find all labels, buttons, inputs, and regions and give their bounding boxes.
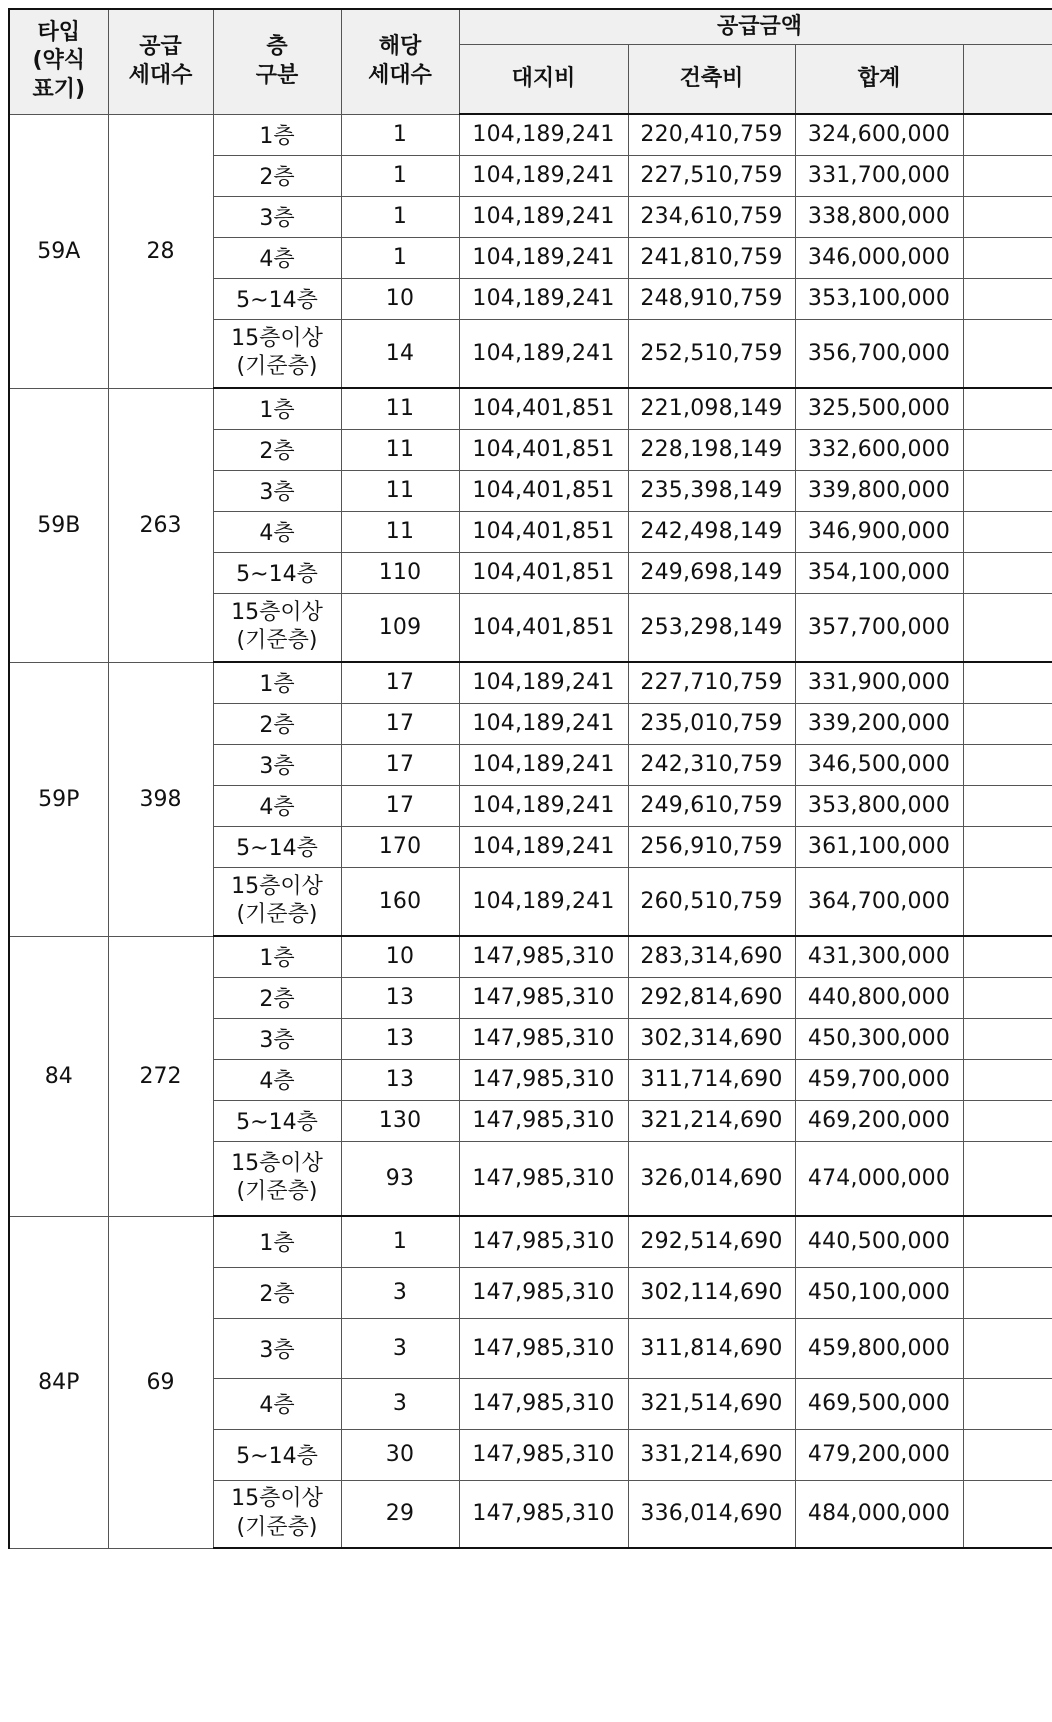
overflow-cell: [963, 237, 1052, 278]
units-cell: 17: [341, 703, 459, 744]
building-cost-cell: 235,398,149: [628, 470, 795, 511]
header-units: 해당 세대수: [341, 9, 459, 114]
land-cost-cell: 147,985,310: [459, 1100, 628, 1141]
building-cost-cell: 241,810,759: [628, 237, 795, 278]
overflow-cell: [963, 826, 1052, 867]
total-cell: 474,000,000: [795, 1141, 963, 1216]
units-cell: 13: [341, 977, 459, 1018]
building-cost-cell: 249,698,149: [628, 552, 795, 593]
total-cell: 450,100,000: [795, 1267, 963, 1318]
units-cell: 17: [341, 662, 459, 703]
floor-cell: 1층: [213, 936, 341, 977]
units-cell: 109: [341, 593, 459, 662]
building-cost-cell: 252,510,759: [628, 319, 795, 388]
building-cost-cell: 228,198,149: [628, 429, 795, 470]
building-cost-cell: 221,098,149: [628, 388, 795, 429]
units-cell: 3: [341, 1378, 459, 1429]
overflow-cell: [963, 1100, 1052, 1141]
floor-cell: 1층: [213, 662, 341, 703]
overflow-cell: [963, 1059, 1052, 1100]
floor-cell: 5~14층: [213, 278, 341, 319]
floor-cell: 2층: [213, 1267, 341, 1318]
units-cell: 110: [341, 552, 459, 593]
total-cell: 346,900,000: [795, 511, 963, 552]
floor-cell: 2층: [213, 155, 341, 196]
building-cost-cell: 256,910,759: [628, 826, 795, 867]
land-cost-cell: 104,189,241: [459, 703, 628, 744]
total-cell: 440,500,000: [795, 1216, 963, 1267]
overflow-cell: [963, 319, 1052, 388]
floor-cell: 3층: [213, 196, 341, 237]
overflow-cell: [963, 977, 1052, 1018]
floor-cell: 2층: [213, 977, 341, 1018]
table-row: [9, 114, 1052, 155]
building-cost-cell: 242,310,759: [628, 744, 795, 785]
total-cell: 431,300,000: [795, 936, 963, 977]
units-cell: 3: [341, 1318, 459, 1378]
header-land-cost: 대지비: [459, 44, 628, 114]
land-cost-cell: 104,189,241: [459, 785, 628, 826]
units-cell: 3: [341, 1267, 459, 1318]
table-row: [9, 388, 1052, 429]
overflow-cell: [963, 196, 1052, 237]
overflow-cell: [963, 1318, 1052, 1378]
land-cost-cell: 104,401,851: [459, 511, 628, 552]
building-cost-cell: 220,410,759: [628, 114, 795, 155]
total-cell: 338,800,000: [795, 196, 963, 237]
land-cost-cell: 147,985,310: [459, 1429, 628, 1480]
total-cell: 353,100,000: [795, 278, 963, 319]
overflow-cell: [963, 662, 1052, 703]
floor-cell: 4층: [213, 1059, 341, 1100]
land-cost-cell: 147,985,310: [459, 977, 628, 1018]
units-cell: 10: [341, 278, 459, 319]
units-cell: 11: [341, 511, 459, 552]
building-cost-cell: 321,214,690: [628, 1100, 795, 1141]
building-cost-cell: 253,298,149: [628, 593, 795, 662]
land-cost-cell: 104,189,241: [459, 867, 628, 936]
floor-cell: 15층이상 (기준층): [213, 867, 341, 936]
type-cell: 84: [9, 936, 108, 1216]
header-supply-households: 공급 세대수: [108, 9, 213, 114]
supply-households-cell: 398: [108, 662, 213, 936]
overflow-cell: [963, 936, 1052, 977]
units-cell: 93: [341, 1141, 459, 1216]
units-cell: 29: [341, 1480, 459, 1548]
units-cell: 10: [341, 936, 459, 977]
floor-cell: 3층: [213, 470, 341, 511]
total-cell: 346,500,000: [795, 744, 963, 785]
total-cell: 459,800,000: [795, 1318, 963, 1378]
total-cell: 450,300,000: [795, 1018, 963, 1059]
land-cost-cell: 147,985,310: [459, 1267, 628, 1318]
total-cell: 364,700,000: [795, 867, 963, 936]
building-cost-cell: 248,910,759: [628, 278, 795, 319]
table-row: [9, 1216, 1052, 1267]
land-cost-cell: 147,985,310: [459, 1141, 628, 1216]
table-body: [9, 114, 1052, 1548]
land-cost-cell: 147,985,310: [459, 1216, 628, 1267]
supply-households-cell: 28: [108, 114, 213, 388]
overflow-cell: [963, 1018, 1052, 1059]
total-cell: 331,900,000: [795, 662, 963, 703]
floor-cell: 4층: [213, 511, 341, 552]
table-row: [9, 936, 1052, 977]
land-cost-cell: 147,985,310: [459, 1480, 628, 1548]
floor-cell: 5~14층: [213, 552, 341, 593]
table-header: [9, 9, 1052, 114]
total-cell: 479,200,000: [795, 1429, 963, 1480]
floor-cell: 2층: [213, 429, 341, 470]
floor-cell: 3층: [213, 1318, 341, 1378]
units-cell: 13: [341, 1059, 459, 1100]
table-row: [9, 662, 1052, 703]
type-cell: 59A: [9, 114, 108, 388]
floor-cell: 1층: [213, 1216, 341, 1267]
floor-cell: 5~14층: [213, 1429, 341, 1480]
total-cell: 469,200,000: [795, 1100, 963, 1141]
overflow-cell: [963, 388, 1052, 429]
units-cell: 14: [341, 319, 459, 388]
header-floor: 층 구분: [213, 9, 341, 114]
building-cost-cell: 227,510,759: [628, 155, 795, 196]
land-cost-cell: 104,189,241: [459, 319, 628, 388]
overflow-cell: [963, 278, 1052, 319]
overflow-cell: [963, 867, 1052, 936]
total-cell: 331,700,000: [795, 155, 963, 196]
total-cell: 440,800,000: [795, 977, 963, 1018]
building-cost-cell: 283,314,690: [628, 936, 795, 977]
supply-households-cell: 69: [108, 1216, 213, 1548]
floor-cell: 5~14층: [213, 826, 341, 867]
building-cost-cell: 292,814,690: [628, 977, 795, 1018]
overflow-cell: [963, 429, 1052, 470]
units-cell: 17: [341, 785, 459, 826]
type-cell: 59B: [9, 388, 108, 662]
units-cell: 11: [341, 429, 459, 470]
total-cell: 357,700,000: [795, 593, 963, 662]
land-cost-cell: 104,189,241: [459, 237, 628, 278]
units-cell: 170: [341, 826, 459, 867]
header-total: 합계: [795, 44, 963, 114]
land-cost-cell: 104,189,241: [459, 196, 628, 237]
building-cost-cell: 234,610,759: [628, 196, 795, 237]
total-cell: 356,700,000: [795, 319, 963, 388]
price-table-container: [8, 8, 1052, 1708]
header-type: 타입 (약식 표기): [9, 9, 108, 114]
total-cell: 353,800,000: [795, 785, 963, 826]
total-cell: 346,000,000: [795, 237, 963, 278]
overflow-cell: [963, 1216, 1052, 1267]
floor-cell: 15층이상 (기준층): [213, 319, 341, 388]
land-cost-cell: 104,401,851: [459, 552, 628, 593]
land-cost-cell: 147,985,310: [459, 1318, 628, 1378]
units-cell: 130: [341, 1100, 459, 1141]
overflow-cell: [963, 785, 1052, 826]
land-cost-cell: 104,189,241: [459, 744, 628, 785]
land-cost-cell: 147,985,310: [459, 936, 628, 977]
building-cost-cell: 311,714,690: [628, 1059, 795, 1100]
floor-cell: 3층: [213, 744, 341, 785]
land-cost-cell: 147,985,310: [459, 1378, 628, 1429]
units-cell: 13: [341, 1018, 459, 1059]
land-cost-cell: 147,985,310: [459, 1059, 628, 1100]
building-cost-cell: 302,314,690: [628, 1018, 795, 1059]
units-cell: 160: [341, 867, 459, 936]
overflow-cell: [963, 593, 1052, 662]
land-cost-cell: 104,189,241: [459, 155, 628, 196]
supply-price-table: [8, 8, 1052, 1549]
type-cell: 84P: [9, 1216, 108, 1548]
building-cost-cell: 249,610,759: [628, 785, 795, 826]
units-cell: 1: [341, 114, 459, 155]
overflow-cell: [963, 470, 1052, 511]
overflow-cell: [963, 1480, 1052, 1548]
overflow-cell: [963, 114, 1052, 155]
land-cost-cell: 104,189,241: [459, 662, 628, 703]
total-cell: 339,200,000: [795, 703, 963, 744]
floor-cell: 15층이상 (기준층): [213, 1141, 341, 1216]
units-cell: 30: [341, 1429, 459, 1480]
overflow-cell: [963, 744, 1052, 785]
units-cell: 1: [341, 155, 459, 196]
land-cost-cell: 104,401,851: [459, 593, 628, 662]
units-cell: 1: [341, 237, 459, 278]
units-cell: 1: [341, 196, 459, 237]
overflow-cell: [963, 155, 1052, 196]
building-cost-cell: 227,710,759: [628, 662, 795, 703]
type-cell: 59P: [9, 662, 108, 936]
floor-cell: 1층: [213, 388, 341, 429]
header-building-cost: 건축비: [628, 44, 795, 114]
units-cell: 11: [341, 388, 459, 429]
land-cost-cell: 104,401,851: [459, 388, 628, 429]
building-cost-cell: 242,498,149: [628, 511, 795, 552]
total-cell: 324,600,000: [795, 114, 963, 155]
land-cost-cell: 104,189,241: [459, 114, 628, 155]
building-cost-cell: 321,514,690: [628, 1378, 795, 1429]
overflow-cell: [963, 511, 1052, 552]
total-cell: 361,100,000: [795, 826, 963, 867]
total-cell: 469,500,000: [795, 1378, 963, 1429]
floor-cell: 4층: [213, 237, 341, 278]
total-cell: 484,000,000: [795, 1480, 963, 1548]
overflow-cell: [963, 552, 1052, 593]
building-cost-cell: 292,514,690: [628, 1216, 795, 1267]
floor-cell: 2층: [213, 703, 341, 744]
land-cost-cell: 104,401,851: [459, 429, 628, 470]
floor-cell: 5~14층: [213, 1100, 341, 1141]
floor-cell: 15층이상 (기준층): [213, 1480, 341, 1548]
land-cost-cell: 147,985,310: [459, 1018, 628, 1059]
total-cell: 459,700,000: [795, 1059, 963, 1100]
total-cell: 339,800,000: [795, 470, 963, 511]
floor-cell: 4층: [213, 785, 341, 826]
overflow-cell: [963, 1429, 1052, 1480]
floor-cell: 4층: [213, 1378, 341, 1429]
units-cell: 1: [341, 1216, 459, 1267]
building-cost-cell: 326,014,690: [628, 1141, 795, 1216]
building-cost-cell: 260,510,759: [628, 867, 795, 936]
building-cost-cell: 336,014,690: [628, 1480, 795, 1548]
overflow-cell: [963, 1267, 1052, 1318]
land-cost-cell: 104,189,241: [459, 278, 628, 319]
overflow-cell: [963, 1378, 1052, 1429]
header-supply-amount: 공급금액: [459, 9, 1052, 44]
total-cell: 332,600,000: [795, 429, 963, 470]
floor-cell: 1층: [213, 114, 341, 155]
building-cost-cell: 235,010,759: [628, 703, 795, 744]
units-cell: 11: [341, 470, 459, 511]
supply-households-cell: 272: [108, 936, 213, 1216]
land-cost-cell: 104,401,851: [459, 470, 628, 511]
overflow-cell: [963, 1141, 1052, 1216]
building-cost-cell: 311,814,690: [628, 1318, 795, 1378]
building-cost-cell: 302,114,690: [628, 1267, 795, 1318]
overflow-cell: [963, 703, 1052, 744]
total-cell: 325,500,000: [795, 388, 963, 429]
units-cell: 17: [341, 744, 459, 785]
total-cell: 354,100,000: [795, 552, 963, 593]
floor-cell: 3층: [213, 1018, 341, 1059]
land-cost-cell: 104,189,241: [459, 826, 628, 867]
supply-households-cell: 263: [108, 388, 213, 662]
building-cost-cell: 331,214,690: [628, 1429, 795, 1480]
header-overflow: [963, 44, 1052, 114]
floor-cell: 15층이상 (기준층): [213, 593, 341, 662]
